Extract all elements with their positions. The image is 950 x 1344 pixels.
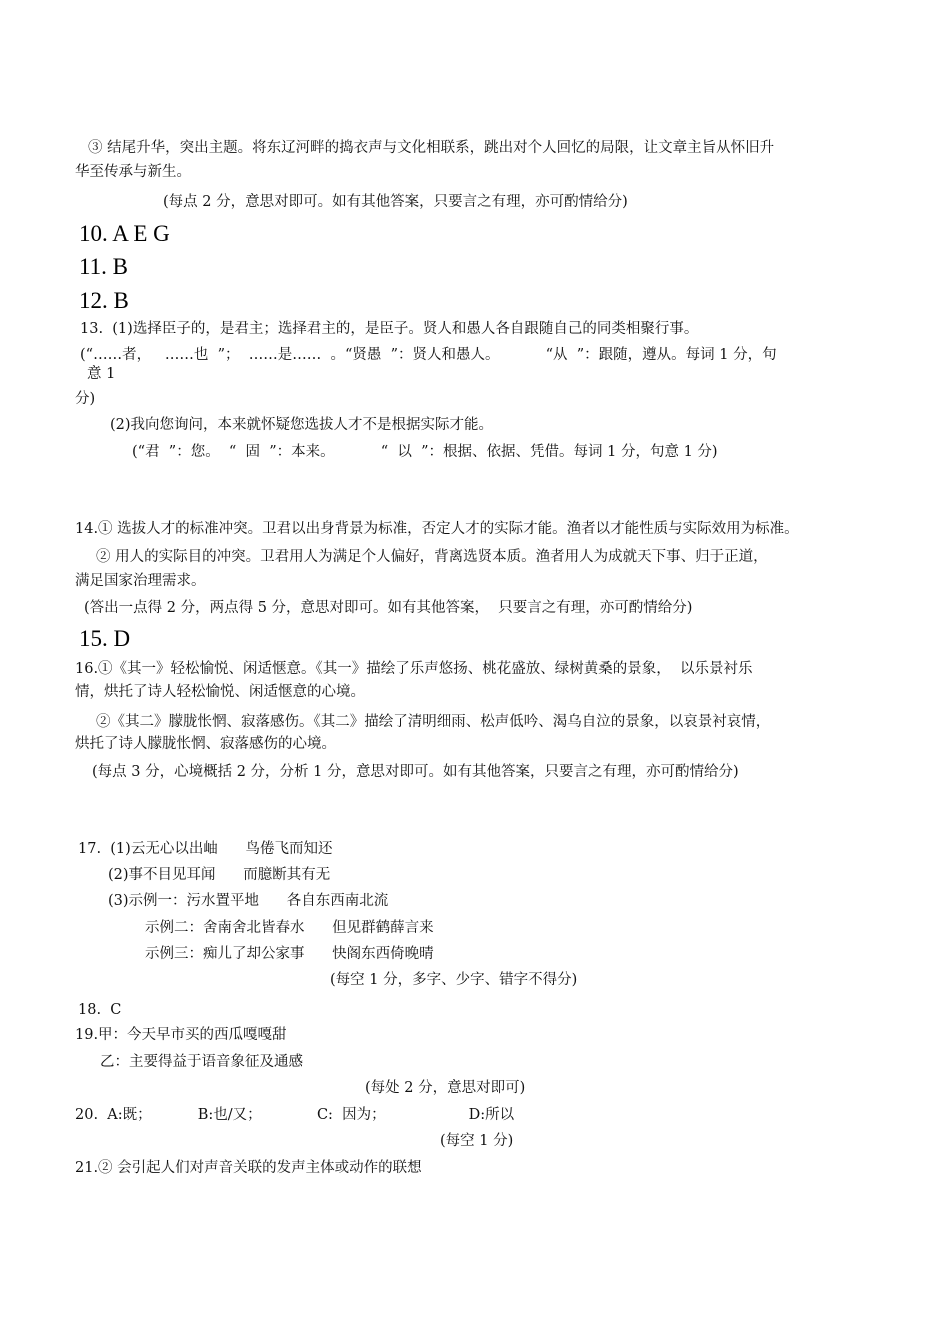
answer-16-line-1: 16.①《其一》轻松愉悦、闲适惬意。《其一》描绘了乐声悠扬、桃花盛放、绿树黄桑的景象， 以乐景衬乐 (75, 661, 753, 677)
answer-17-line-5: 示例三：痴儿了却公家事 快阁东西倚晚晴 (145, 946, 434, 962)
answer-10: 10. A E G (79, 221, 170, 246)
answer-13-line-2: (“……者， ……也 ”； ……是…… 。“贤愚 ”：贤人和愚人。 “从 ”：跟随，遵从。每词 1 分，句 (80, 347, 777, 363)
answer-19-scoring-note: (每处 2 分，意思对即可) (365, 1080, 526, 1096)
answer-9-point-3-line-1: ③ 结尾升华，突出主题。将东辽河畔的捣衣声与文化相联系，跳出对个人回忆的局限，让文章主旨从怀旧升 (88, 140, 775, 156)
answer-17-line-2: (2)事不目见耳闻 而臆断其有无 (108, 867, 331, 883)
answer-13-line-5: (2)我向您询问，本来就怀疑您选拔人才不是根据实际才能。 (110, 417, 494, 433)
answer-13-line-4: 分) (75, 391, 96, 407)
answer-21: 21.② 会引起人们对声音关联的发声主体或动作的联想 (75, 1160, 422, 1176)
answer-13-line-6: (“君 ”：您。 “ 固 ”：本来。 “ 以 ”：根据、依据、凭借。每词 1 分，句意 1 分) (132, 444, 718, 460)
answer-17-line-1: 17. (1)云无心以出岫 鸟倦飞而知还 (78, 841, 333, 857)
answer-14-scoring-note: (答出一点得 2 分，两点得 5 分，意思对即可。如有其他答案， 只要言之有理，亦可酌情给分) (84, 600, 693, 616)
answer-14-line-1: 14.① 选拔人才的标准冲突。卫君以出身背景为标准，否定人才的实际才能。渔者以才能性质与实际效用为标准。 (75, 521, 799, 537)
answer-20-line-1: 20. A:既； B:也/又； C: 因为； D:所以 (75, 1107, 515, 1123)
answer-15: 15. D (79, 626, 131, 651)
answer-17-line-3: (3)示例一：污水置平地 各自东西南北流 (108, 893, 389, 909)
answer-16-line-4: 烘托了诗人朦胧怅惘、寂落感伤的心境。 (75, 736, 336, 752)
answer-18: 18. C (78, 1002, 122, 1018)
answer-19-line-1: 19.甲：今天早市买的西瓜嘎嘎甜 (75, 1027, 287, 1043)
answer-19-line-2: 乙：主要得益于语音象征及通感 (100, 1054, 303, 1070)
answer-20-scoring-note: (每空 1 分) (440, 1133, 514, 1149)
answer-13-line-3: 意 1 (87, 366, 116, 382)
answer-14-line-2: ② 用人的实际目的冲突。卫君用人为满足个人偏好，背离选贤本质。渔者用人为成就天下事、归于正道， (96, 549, 768, 565)
answer-11: 11. B (79, 254, 128, 279)
answer-17-scoring-note: (每空 1 分，多字、少字、错字不得分) (330, 972, 578, 988)
answer-9-point-3-line-2: 华至传承与新生。 (75, 164, 191, 180)
answer-17-line-4: 示例二：舍南舍北皆春水 但见群鹤薛言来 (145, 920, 434, 936)
answer-16-line-3: ②《其二》朦胧怅惘、寂落感伤。《其二》描绘了清明细雨、松声低吟、渴乌自泣的景象，以哀景衬哀情， (96, 714, 771, 730)
answer-9-scoring-note: (每点 2 分，意思对即可。如有其他答案，只要言之有理，亦可酌情给分) (163, 194, 628, 210)
answer-13-line-1: 13. (1)选择臣子的，是君主；选择君主的，是臣子。贤人和愚人各自跟随自己的同类相聚行事。 (80, 321, 699, 337)
answer-12: 12. B (79, 288, 129, 313)
answer-16-scoring-note: (每点 3 分，心境概括 2 分，分析 1 分，意思对即可。如有其他答案，只要言之有理，亦可酌情给分) (92, 764, 739, 780)
answer-14-line-3: 满足国家治理需求。 (75, 573, 206, 589)
answer-16-line-2: 情，烘托了诗人轻松愉悦、闲适惬意的心境。 (75, 684, 365, 700)
